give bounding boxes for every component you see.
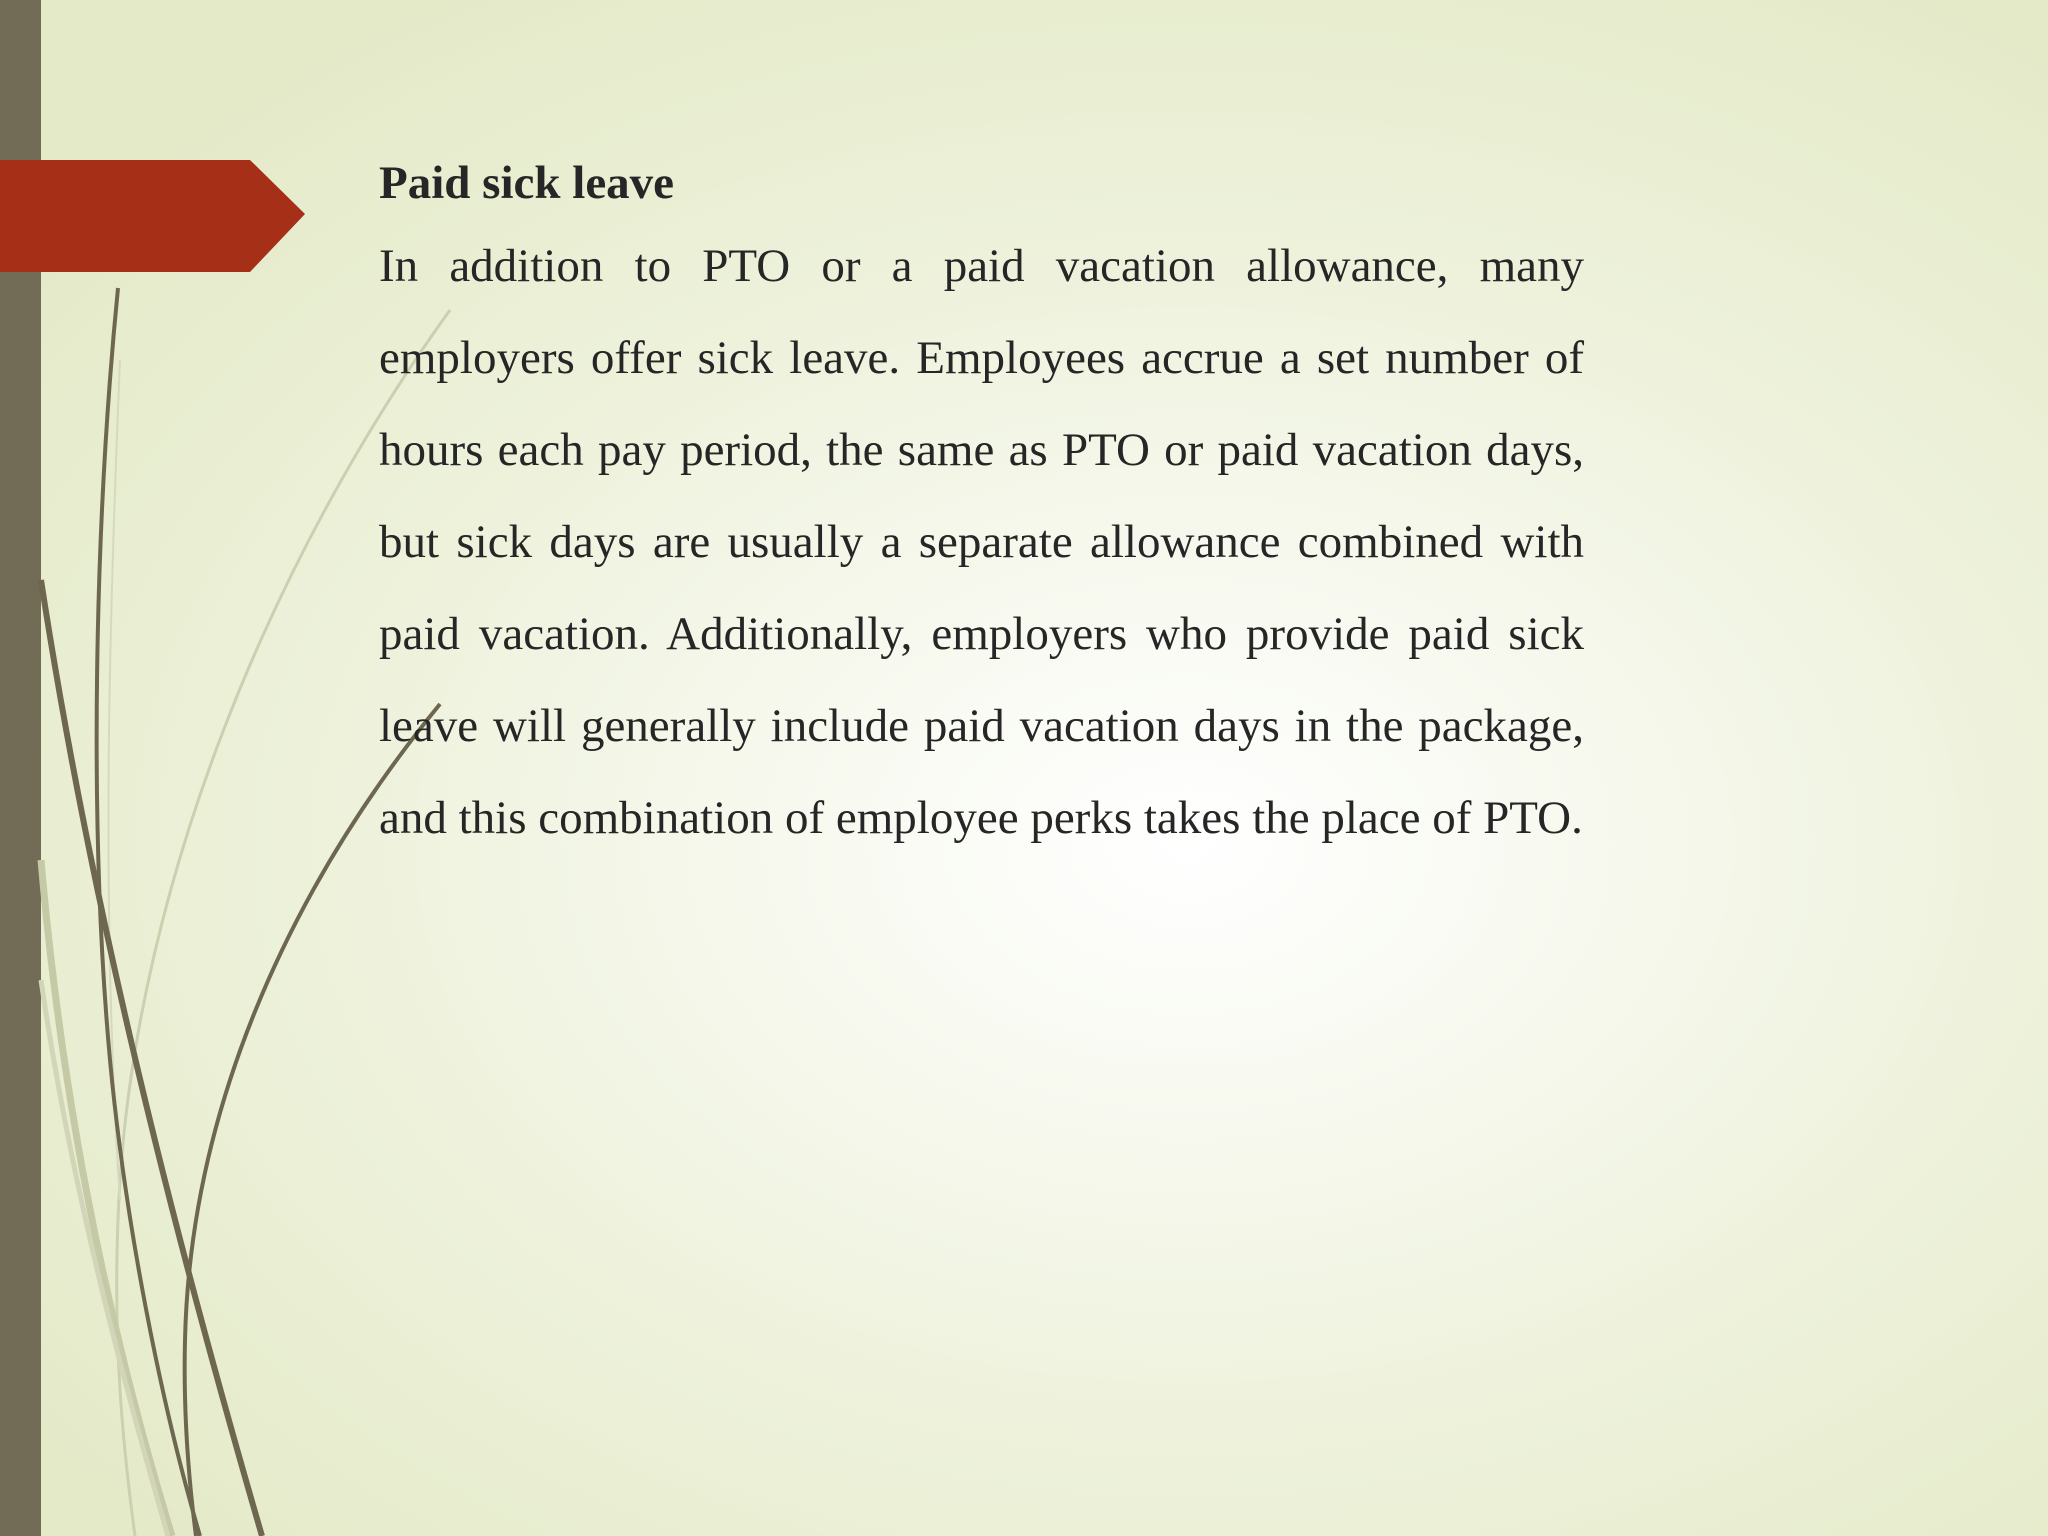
slide-content	[379, 150, 1584, 864]
red-arrow-tab	[0, 160, 305, 272]
dark-curve-2	[41, 580, 262, 1536]
slide-paragraph: In addition to PTO or a paid vacation allowance, many employers offer sick leave. Employees accrue a set number of hours each pay period, the same as PTO or paid vacation days, but sick days are usually a separate allowance combined with paid vacation. Additionally, employers who provide paid sick leave will generally include paid vacation days in the package, and this combination of employee perks takes the place of PTO.	[379, 240, 1584, 844]
slide-heading: Paid sick leave	[379, 157, 675, 209]
